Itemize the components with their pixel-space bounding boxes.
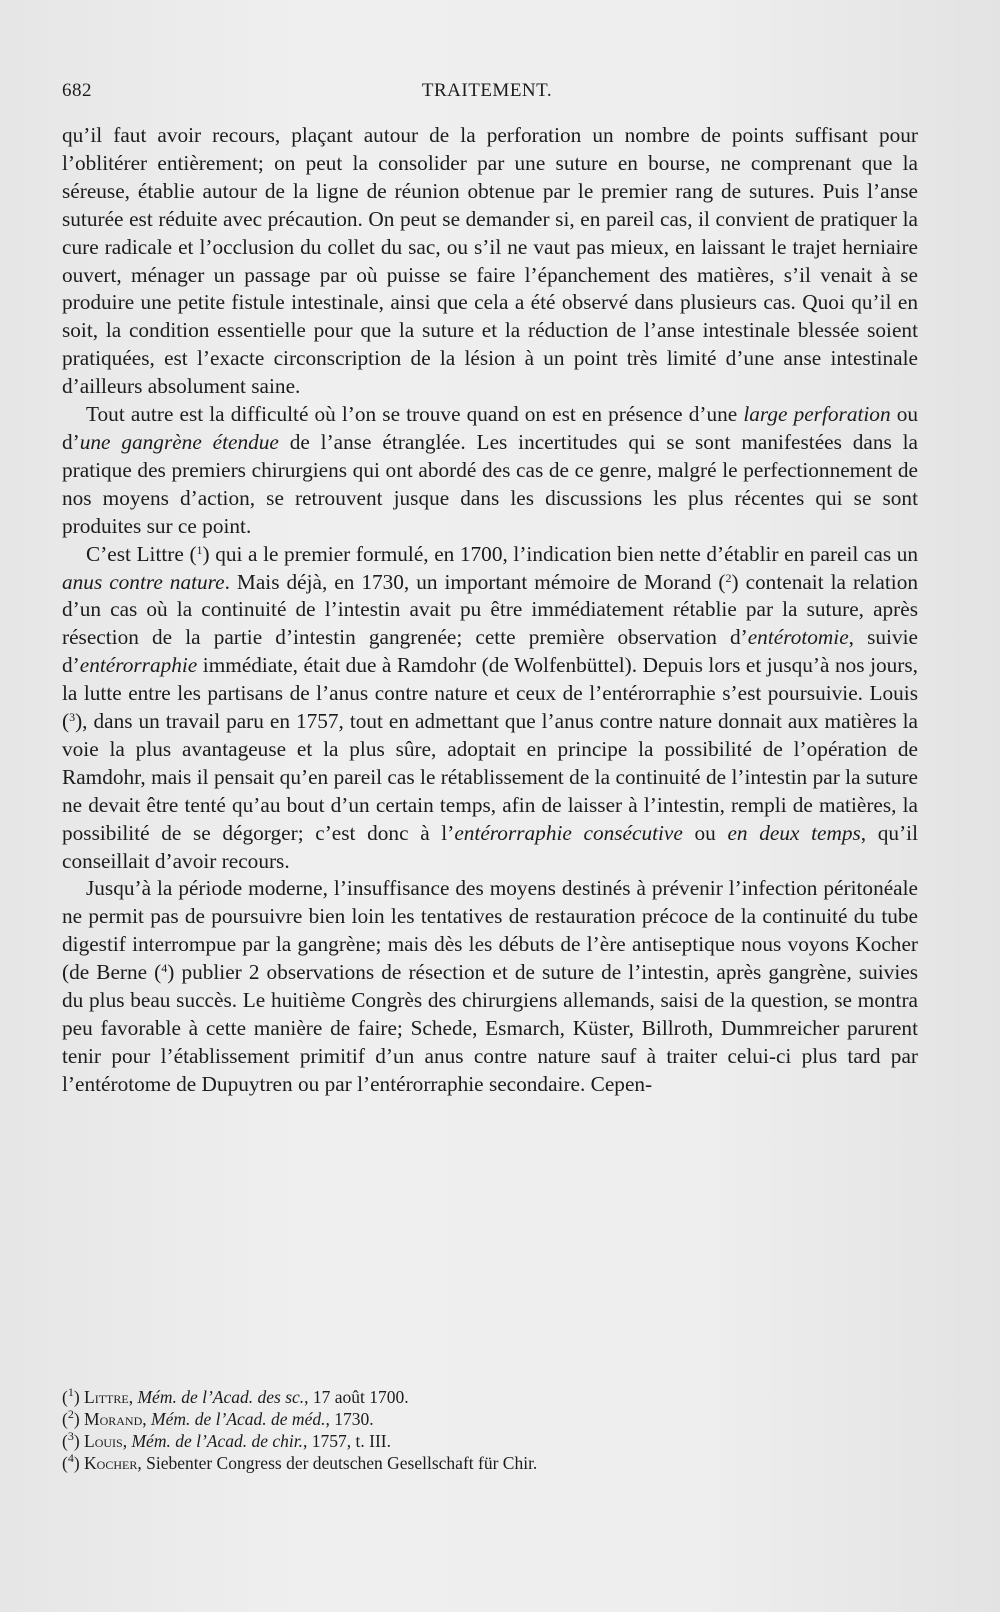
footnote: ($^1$) Littre, Mém. de l’Acad. des sc., 17 août 1700. [62, 1385, 409, 1407]
text-run: immédiate, était due à Ramdohr (de Wolfenbüttel). Depuis lors et jusqu’à nos jours, la lutte entre les partisans de l’anus contre nature et ceux de l’entérorraphie s’est poursuivie. Louis ( [62, 653, 918, 734]
footnote-ref: 1 [196, 542, 203, 557]
text-run: qu’il faut avoir recours, plaçant autour de la perforation un nombre de points suffisant pour l’oblitérer entièrement; on peut la consolider par une suture en bourse, ne comprenant que la séreuse, établie autour de la ligne de réunion obtenue par le premier rang de sutures. Puis l’anse suturée est réduite avec précaution. On peut se demander si, en pareil cas, il convient de pratiquer la cure radicale et l’occlusion du collet du sac, ou s’il ne vaut pas mieux, en laissant le trajet herniaire ouvert, ménager un passage par où puisse se faire l’épanchement des matières, s’il venait à se produire une petite fistule intestinale, ainsi que cela a été observé dans plusieurs cas. Quoi qu’il en soit, la condition essentielle pour que la suture et la réduction de l’anse intestinale blessée soient pratiquées, est l’exacte circonscription de la lésion à un point très limité d’une anse intestinale d’ailleurs absolument saine. [62, 123, 918, 399]
text-run: de l’anse étranglée. Les incertitudes qui se sont manifestées dans la pratique des premiers chirurgiens qui ont abordé des cas de ce genre, malgré le perfectionnement de nos moyens d’action, se retrouvent jusque dans les discussions les plus récentes qui se sont produites sur ce point. [62, 429, 918, 538]
text-run: ou [682, 820, 728, 845]
footnote: ($^4$) Kocher, Siebenter Congress der deutschen Gesellschaft für Chir. [62, 1451, 538, 1473]
footnote-title: Mém. de l’Acad. de méd. [151, 1409, 326, 1429]
text-run: C’est Littre ( [86, 541, 197, 566]
text-run: ou d’ [62, 402, 919, 454]
text-run: , qu’il conseillait d’avoir recours. [62, 820, 919, 873]
footnote-ref: 4 [161, 961, 168, 976]
footnote-mark: 1 [67, 1385, 74, 1399]
footnote-detail: , 1757, t. III. [303, 1431, 392, 1451]
footnote-mark: 2 [67, 1407, 74, 1421]
footnote-author: Kocher [84, 1453, 138, 1473]
italic-text: en deux temps [727, 820, 861, 845]
italic-text: large perforation [743, 402, 891, 427]
footnote-mark: 4 [67, 1451, 74, 1465]
body-text [62, 122, 918, 1099]
paragraph [62, 122, 918, 401]
italic-text: entérorraphie [79, 653, 198, 678]
footnote: ($^3$) Louis, Mém. de l’Acad. de chir., 1757, t. III. [62, 1429, 392, 1451]
footnote-mark: 3 [67, 1429, 74, 1443]
text-run: ) publier 2 observations de résection et de suture de l’intestin, après gangrène, suivies du plus beau succès. Le huitième Congrès des chirurgiens allemands, saisi de la question, se montra peu favorable à cette manière de faire; Schede, Esmarch, Küster, Billroth, Dummreicher parurent tenir pour l’établissement primitif d’un anus contre nature sauf à traiter celui-ci plus tard par l’entérotome de Dupuytren ou par l’entérorraphie secondaire. Cepen- [62, 960, 918, 1096]
running-head: TRAITEMENT. [421, 80, 553, 101]
paragraph [62, 541, 918, 876]
footnote-ref: 2 [725, 570, 732, 585]
italic-text: une gangrène étendue [79, 429, 279, 454]
text-run: ) qui a le premier formulé, en 1700, l’indication bien nette d’établir en pareil cas un [202, 541, 918, 566]
text-run: ), dans un travail paru en 1757, tout en admettant que l’anus contre nature donnait aux matières la voie la plus avantageuse et la plus sûre, adoptait en principe la possibilité de l’opération de Ramdohr, mais il pensait qu’en pareil cas le rétablissement de la continuité de l’intestin par la suture ne devait être tenté qu’au bout d’un certain temps, afin de laisser à l’intestin, rempli de matières, la possibilité de se dégorger; c’est donc à l’ [62, 709, 918, 845]
footnote-detail: , 1730. [325, 1409, 374, 1429]
footnote-detail: Siebenter Congress der deutschen Gesellschaft für Chir. [141, 1453, 538, 1473]
text-run: Jusqu’à la période moderne, l’insuffisance des moyens destinés à prévenir l’infection péritonéale ne permit pas de poursuivre bien loin les tentatives de restauration précoce de la continuité du tube digestif interrompue par la gangrène; mais dès les débuts de l’ère antiseptique nous voyons Kocher (de Berne ( [62, 876, 918, 985]
italic-text: entérotomie [747, 625, 849, 650]
text-run: . Mais déjà, en 1730, un important mémoire de Morand ( [224, 569, 726, 594]
footnote: ($^2$) Morand, Mém. de l’Acad. de méd., 1730. [62, 1407, 374, 1429]
italic-text: entérorraphie consécutive [454, 820, 683, 845]
footnote-author: Louis [84, 1431, 123, 1451]
page-number: 682 [62, 80, 92, 101]
paragraph [62, 875, 918, 1098]
footnote-author: Morand [84, 1409, 143, 1429]
text-run: ) contenait la relation d’un cas où la continuité de l’intestin avait pu être immédiatement rétablie par la suture, après résection de la partie d’intestin gangrenée; cette première observation d’ [62, 569, 918, 650]
footnote-author: Littre [84, 1387, 129, 1407]
page-header [62, 80, 912, 108]
text-run: , suivie d’ [62, 625, 918, 678]
footnote-title: Mém. de l’Acad. des sc. [137, 1387, 305, 1407]
paragraph [62, 401, 918, 541]
footnote-title: Mém. de l’Acad. de chir. [131, 1431, 304, 1451]
footnotes [62, 1386, 918, 1474]
italic-text: anus contre nature [62, 569, 225, 594]
text-run: Tout autre est la difficulté où l’on se trouve quand on est en présence d’une [86, 402, 744, 427]
footnote-detail: , 17 août 1700. [304, 1387, 409, 1407]
footnote-ref: 3 [69, 710, 76, 725]
